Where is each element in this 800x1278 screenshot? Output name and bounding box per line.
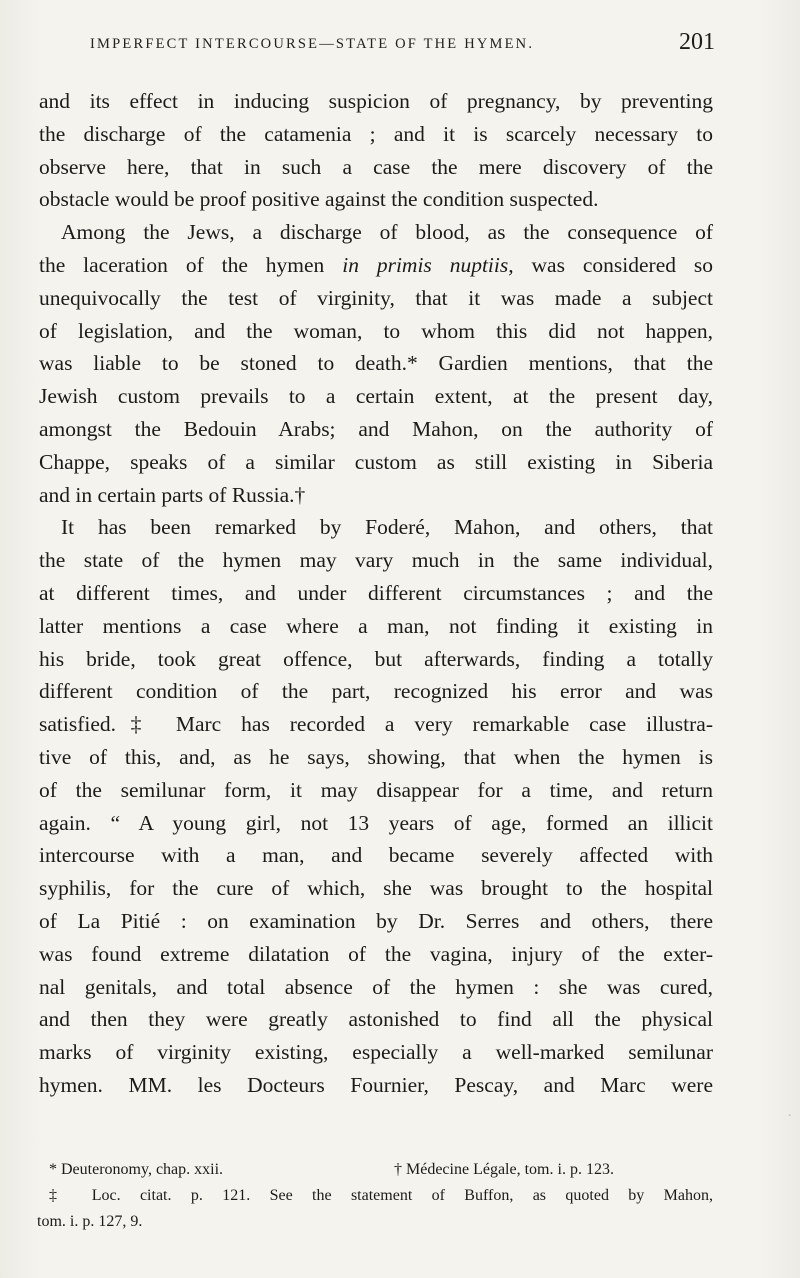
text-line: It has been remarked by Foderé, Mahon, and others, that: [61, 515, 713, 540]
text-line: again. “ A young girl, not 13 years of age, formed an illicit: [39, 810, 713, 835]
text-line: of the semilunar form, it may disappear for a time, and return: [39, 777, 713, 802]
text-segment: was considered so: [513, 252, 714, 277]
text-line: and then they were greatly astonished to find all the physical: [39, 1007, 713, 1032]
text-line: of legislation, and the woman, to whom this did not happen,: [39, 318, 713, 343]
text-line: and in certain parts of Russia.†: [39, 482, 306, 507]
text-segment: the laceration of the hymen: [39, 252, 343, 277]
text-line-with-italic: [39, 249, 713, 282]
text-line: intercourse with a man, and became severely affected with: [39, 843, 713, 868]
text-line: amongst the Bedouin Arabs; and Mahon, on the authority of: [39, 416, 713, 441]
text-line: hymen. MM. les Docteurs Fournier, Pescay, and Marc were: [39, 1072, 713, 1097]
body-text: [39, 85, 713, 1102]
text-line: was liable to be stoned to death.* Gardien mentions, that the: [39, 351, 713, 376]
text-line: unequivocally the test of virginity, that it was made a subject: [39, 285, 713, 310]
footnote-deuteronomy: * Deuteronomy, chap. xxii.: [49, 1161, 224, 1178]
text-line: at different times, and under different circumstances ; and the: [39, 580, 713, 605]
footnote-medecine-legale: † Médecine Légale, tom. i. p. 123.: [394, 1161, 614, 1178]
footnote-continuation: tom. i. p. 127, 9.: [37, 1213, 143, 1230]
text-line: different condition of the part, recognized his error and was: [39, 679, 713, 704]
text-line: obstacle would be proof positive against the condition suspected.: [39, 187, 599, 212]
footnote-row: [37, 1157, 713, 1183]
page-number: 201: [679, 29, 715, 55]
text-line: the state of the hymen may vary much in the same individual,: [39, 548, 713, 573]
footnote-loc-citat: ‡ Loc. citat. p. 121. See the statement of Buffon, as quoted by Mahon,: [49, 1187, 713, 1204]
text-line: satisfied.‡ Marc has recorded a very remarkable case illustra-: [39, 712, 713, 737]
footnotes: [37, 1157, 713, 1235]
text-line: Chappe, speaks of a similar custom as still existing in Siberia: [39, 449, 713, 474]
text-line: marks of virginity existing, especially a well-marked semilunar: [39, 1040, 713, 1065]
text-line: tive of this, and, as he says, showing, that when the hymen is: [39, 744, 713, 769]
text-line: the discharge of the catamenia ; and it is scarcely necessary to: [39, 121, 713, 146]
italic-phrase: in primis nuptiis,: [342, 252, 514, 277]
text-line: nal genitals, and total absence of the hymen : she was cured,: [39, 974, 713, 999]
text-line: was found extreme dilatation of the vagina, injury of the exter-: [39, 941, 713, 966]
text-line: Among the Jews, a discharge of blood, as the consequence of: [61, 220, 713, 245]
text-line: latter mentions a case where a man, not finding it existing in: [39, 613, 713, 638]
text-line: of La Pitié : on examination by Dr. Serres and others, there: [39, 908, 713, 933]
text-line: and its effect in inducing suspicion of pregnancy, by preventing: [39, 89, 713, 113]
margin-smudge: ·: [787, 1108, 792, 1124]
text-line: his bride, took great offence, but afterwards, finding a totally: [39, 646, 713, 671]
text-line: Jewish custom prevails to a certain extent, at the present day,: [39, 384, 713, 409]
text-line: syphilis, for the cure of which, she was brought to the hospital: [39, 876, 713, 901]
page-header: [90, 28, 715, 68]
running-head: IMPERFECT INTERCOURSE—STATE OF THE HYMEN.: [90, 36, 535, 52]
text-line: observe here, that in such a case the mere discovery of the: [39, 154, 713, 179]
